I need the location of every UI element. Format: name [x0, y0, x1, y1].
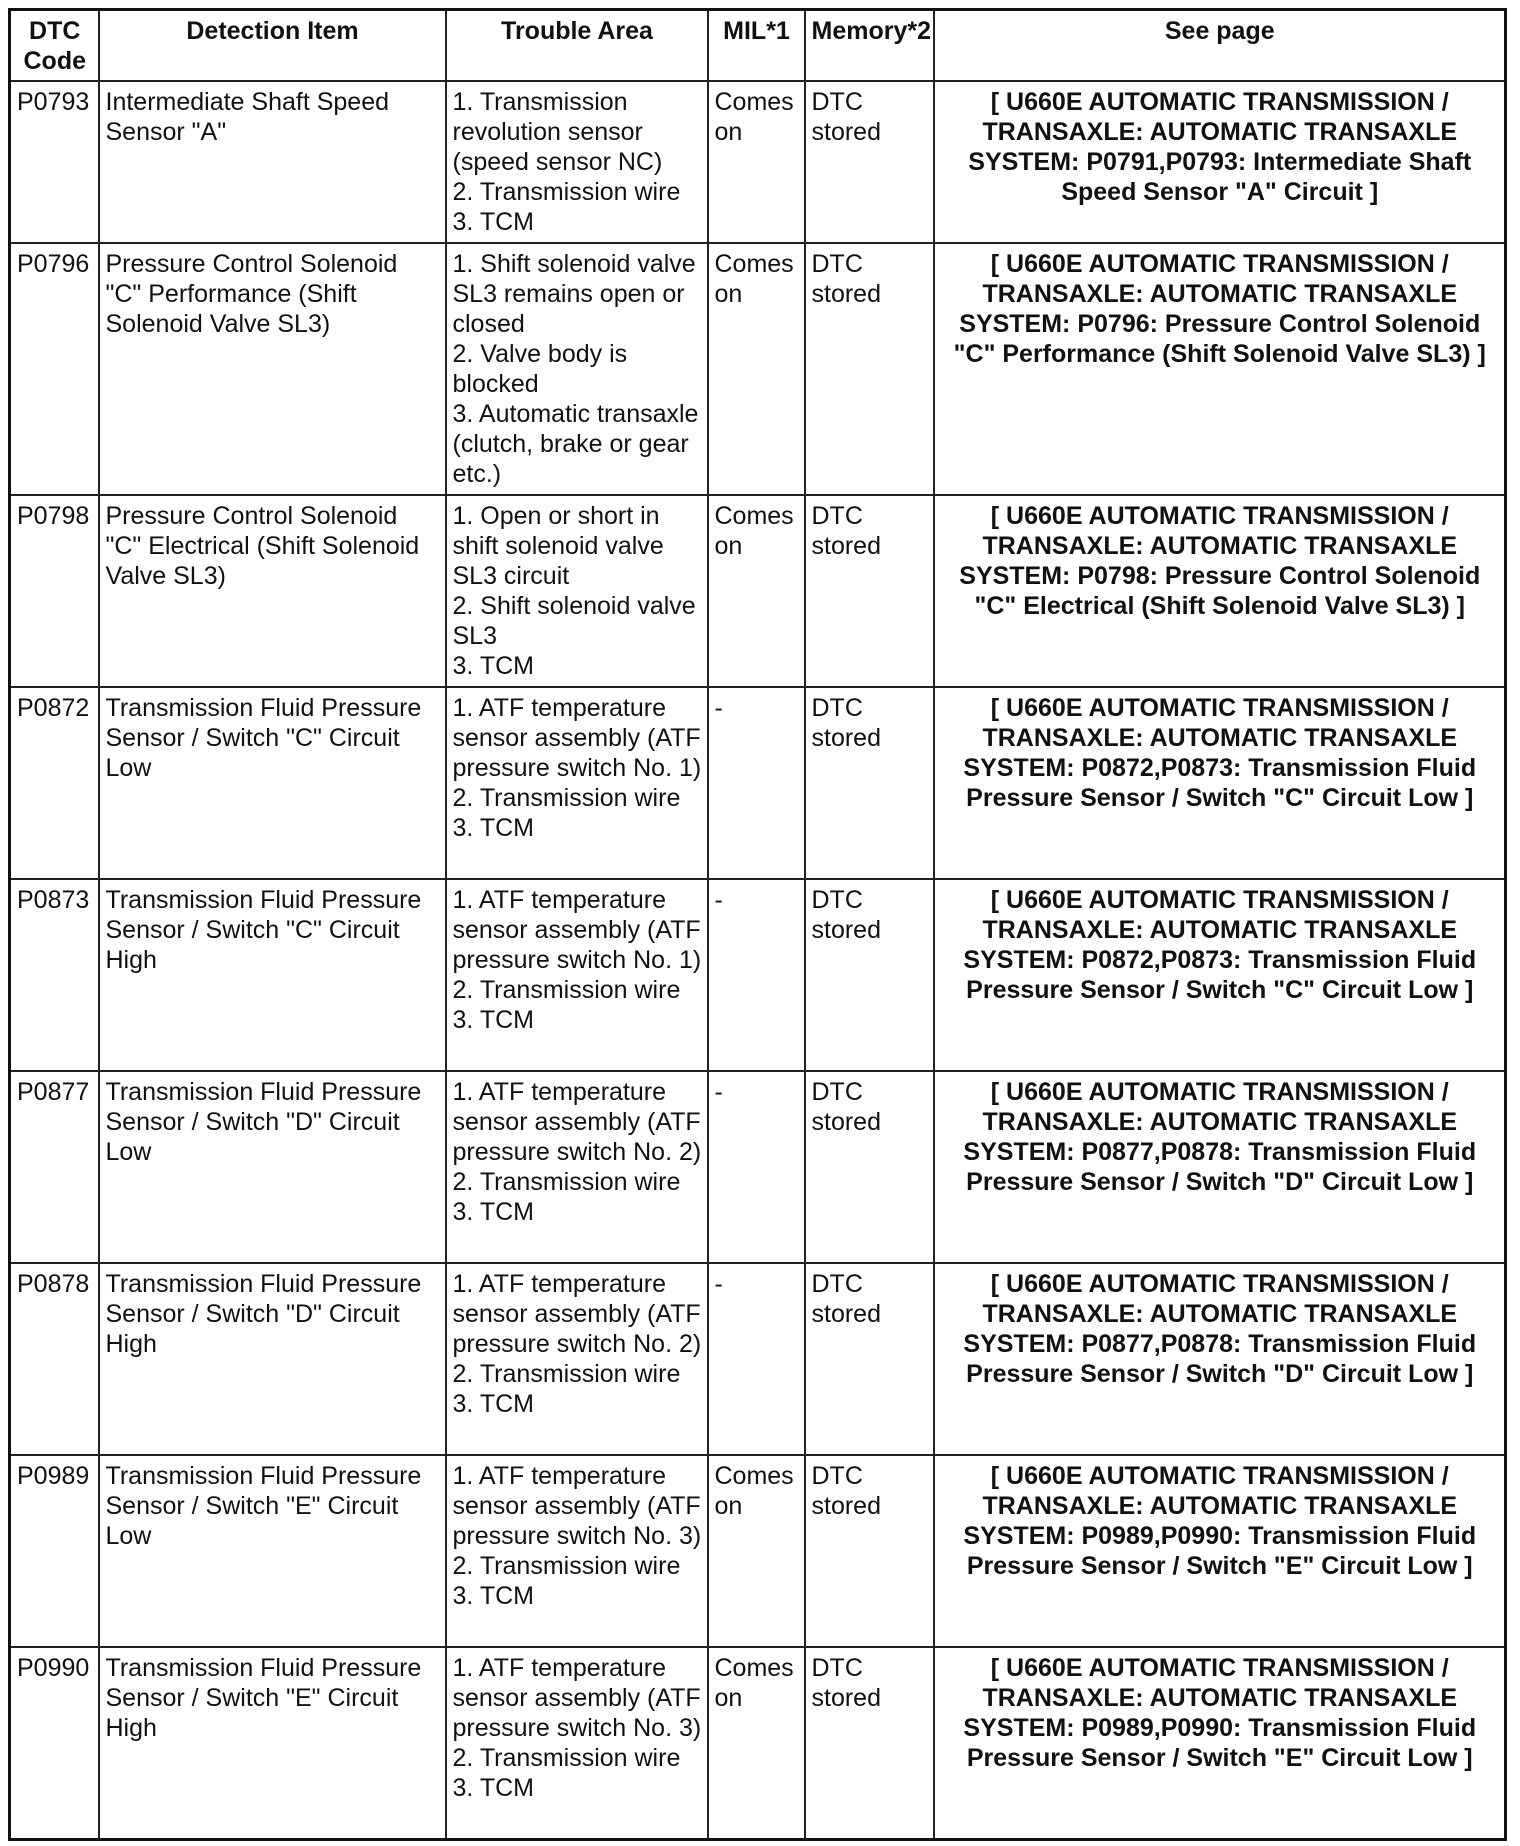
table-row	[10, 879, 1506, 1071]
mil-cell: Comes on	[708, 1455, 805, 1647]
memory-cell: DTC stored	[805, 1071, 934, 1263]
table-row	[10, 1455, 1506, 1647]
detection-item-cell: Transmission Fluid Pressure Sensor / Switch "E" Circuit Low	[99, 1455, 446, 1647]
table-row	[10, 1263, 1506, 1455]
dtc-code-cell: P0793	[10, 81, 99, 243]
trouble-area-cell: 1. ATF temperature sensor assembly (ATF pressure switch No. 2) 2. Transmission wire 3. TCM	[446, 1263, 708, 1455]
header-row	[10, 10, 1506, 82]
mil-cell: -	[708, 879, 805, 1071]
detection-item-cell: Intermediate Shaft Speed Sensor "A"	[99, 81, 446, 243]
memory-cell: DTC stored	[805, 81, 934, 243]
see-page-link[interactable]: [ U660E AUTOMATIC TRANSMISSION / TRANSAXLE: AUTOMATIC TRANSAXLE SYSTEM: P0989,P0990: Transmission Fluid Pressure Sensor / Switch "E" Circuit Low ]	[934, 1455, 1506, 1647]
detection-item-cell: Transmission Fluid Pressure Sensor / Switch "D" Circuit Low	[99, 1071, 446, 1263]
header-memory: Memory*2	[805, 10, 934, 82]
table-row	[10, 495, 1506, 687]
trouble-area-cell: 1. ATF temperature sensor assembly (ATF pressure switch No. 3) 2. Transmission wire 3. TCM	[446, 1647, 708, 1839]
table-row	[10, 243, 1506, 495]
dtc-code-cell: P0872	[10, 687, 99, 879]
dtc-code-cell: P0873	[10, 879, 99, 1071]
detection-item-cell: Transmission Fluid Pressure Sensor / Switch "C" Circuit High	[99, 879, 446, 1071]
mil-cell: Comes on	[708, 495, 805, 687]
see-page-link[interactable]: [ U660E AUTOMATIC TRANSMISSION / TRANSAXLE: AUTOMATIC TRANSAXLE SYSTEM: P0796: Pressure Control Solenoid "C" Performance (Shift Solenoid Valve SL3) ]	[934, 243, 1506, 495]
see-page-link[interactable]: [ U660E AUTOMATIC TRANSMISSION / TRANSAXLE: AUTOMATIC TRANSAXLE SYSTEM: P0989,P0990: Transmission Fluid Pressure Sensor / Switch "E" Circuit Low ]	[934, 1647, 1506, 1839]
memory-cell: DTC stored	[805, 1455, 934, 1647]
mil-cell: -	[708, 1263, 805, 1455]
trouble-area-cell: 1. Shift solenoid valve SL3 remains open or closed 2. Valve body is blocked 3. Automatic transaxle (clutch, brake or gear etc.)	[446, 243, 708, 495]
header-see-page: See page	[934, 10, 1506, 82]
mil-cell: -	[708, 1071, 805, 1263]
dtc-code-cell: P0990	[10, 1647, 99, 1839]
see-page-link[interactable]: [ U660E AUTOMATIC TRANSMISSION / TRANSAXLE: AUTOMATIC TRANSAXLE SYSTEM: P0872,P0873: Transmission Fluid Pressure Sensor / Switch "C" Circuit Low ]	[934, 879, 1506, 1071]
mil-cell: Comes on	[708, 1647, 805, 1839]
trouble-area-cell: 1. ATF temperature sensor assembly (ATF pressure switch No. 1) 2. Transmission wire 3. TCM	[446, 687, 708, 879]
table-row	[10, 81, 1506, 243]
trouble-area-cell: 1. Open or short in shift solenoid valve SL3 circuit 2. Shift solenoid valve SL3 3. TCM	[446, 495, 708, 687]
table-body	[10, 81, 1506, 1839]
memory-cell: DTC stored	[805, 243, 934, 495]
dtc-code-cell: P0877	[10, 1071, 99, 1263]
table-row	[10, 1647, 1506, 1839]
header-dtc-code: DTC Code	[10, 10, 99, 82]
trouble-area-cell: 1. ATF temperature sensor assembly (ATF pressure switch No. 3) 2. Transmission wire 3. TCM	[446, 1455, 708, 1647]
detection-item-cell: Transmission Fluid Pressure Sensor / Switch "E" Circuit High	[99, 1647, 446, 1839]
detection-item-cell: Pressure Control Solenoid "C" Electrical (Shift Solenoid Valve SL3)	[99, 495, 446, 687]
header-mil: MIL*1	[708, 10, 805, 82]
see-page-link[interactable]: [ U660E AUTOMATIC TRANSMISSION / TRANSAXLE: AUTOMATIC TRANSAXLE SYSTEM: P0798: Pressure Control Solenoid "C" Electrical (Shift Solenoid Valve SL3) ]	[934, 495, 1506, 687]
dtc-code-cell: P0798	[10, 495, 99, 687]
dtc-code-cell: P0796	[10, 243, 99, 495]
see-page-link[interactable]: [ U660E AUTOMATIC TRANSMISSION / TRANSAXLE: AUTOMATIC TRANSAXLE SYSTEM: P0877,P0878: Transmission Fluid Pressure Sensor / Switch "D" Circuit Low ]	[934, 1263, 1506, 1455]
detection-item-cell: Pressure Control Solenoid "C" Performance (Shift Solenoid Valve SL3)	[99, 243, 446, 495]
dtc-code-cell: P0989	[10, 1455, 99, 1647]
dtc-table	[8, 8, 1507, 1841]
mil-cell: Comes on	[708, 81, 805, 243]
see-page-link[interactable]: [ U660E AUTOMATIC TRANSMISSION / TRANSAXLE: AUTOMATIC TRANSAXLE SYSTEM: P0791,P0793: Intermediate Shaft Speed Sensor "A" Circuit ]	[934, 81, 1506, 243]
trouble-area-cell: 1. Transmission revolution sensor (speed sensor NC) 2. Transmission wire 3. TCM	[446, 81, 708, 243]
memory-cell: DTC stored	[805, 495, 934, 687]
table-row	[10, 687, 1506, 879]
detection-item-cell: Transmission Fluid Pressure Sensor / Switch "D" Circuit High	[99, 1263, 446, 1455]
memory-cell: DTC stored	[805, 879, 934, 1071]
header-detection-item: Detection Item	[99, 10, 446, 82]
header-trouble-area: Trouble Area	[446, 10, 708, 82]
see-page-link[interactable]: [ U660E AUTOMATIC TRANSMISSION / TRANSAXLE: AUTOMATIC TRANSAXLE SYSTEM: P0872,P0873: Transmission Fluid Pressure Sensor / Switch "C" Circuit Low ]	[934, 687, 1506, 879]
detection-item-cell: Transmission Fluid Pressure Sensor / Switch "C" Circuit Low	[99, 687, 446, 879]
mil-cell: Comes on	[708, 243, 805, 495]
mil-cell: -	[708, 687, 805, 879]
table-row	[10, 1071, 1506, 1263]
dtc-code-cell: P0878	[10, 1263, 99, 1455]
trouble-area-cell: 1. ATF temperature sensor assembly (ATF pressure switch No. 2) 2. Transmission wire 3. TCM	[446, 1071, 708, 1263]
memory-cell: DTC stored	[805, 1263, 934, 1455]
memory-cell: DTC stored	[805, 687, 934, 879]
memory-cell: DTC stored	[805, 1647, 934, 1839]
trouble-area-cell: 1. ATF temperature sensor assembly (ATF pressure switch No. 1) 2. Transmission wire 3. TCM	[446, 879, 708, 1071]
see-page-link[interactable]: [ U660E AUTOMATIC TRANSMISSION / TRANSAXLE: AUTOMATIC TRANSAXLE SYSTEM: P0877,P0878: Transmission Fluid Pressure Sensor / Switch "D" Circuit Low ]	[934, 1071, 1506, 1263]
